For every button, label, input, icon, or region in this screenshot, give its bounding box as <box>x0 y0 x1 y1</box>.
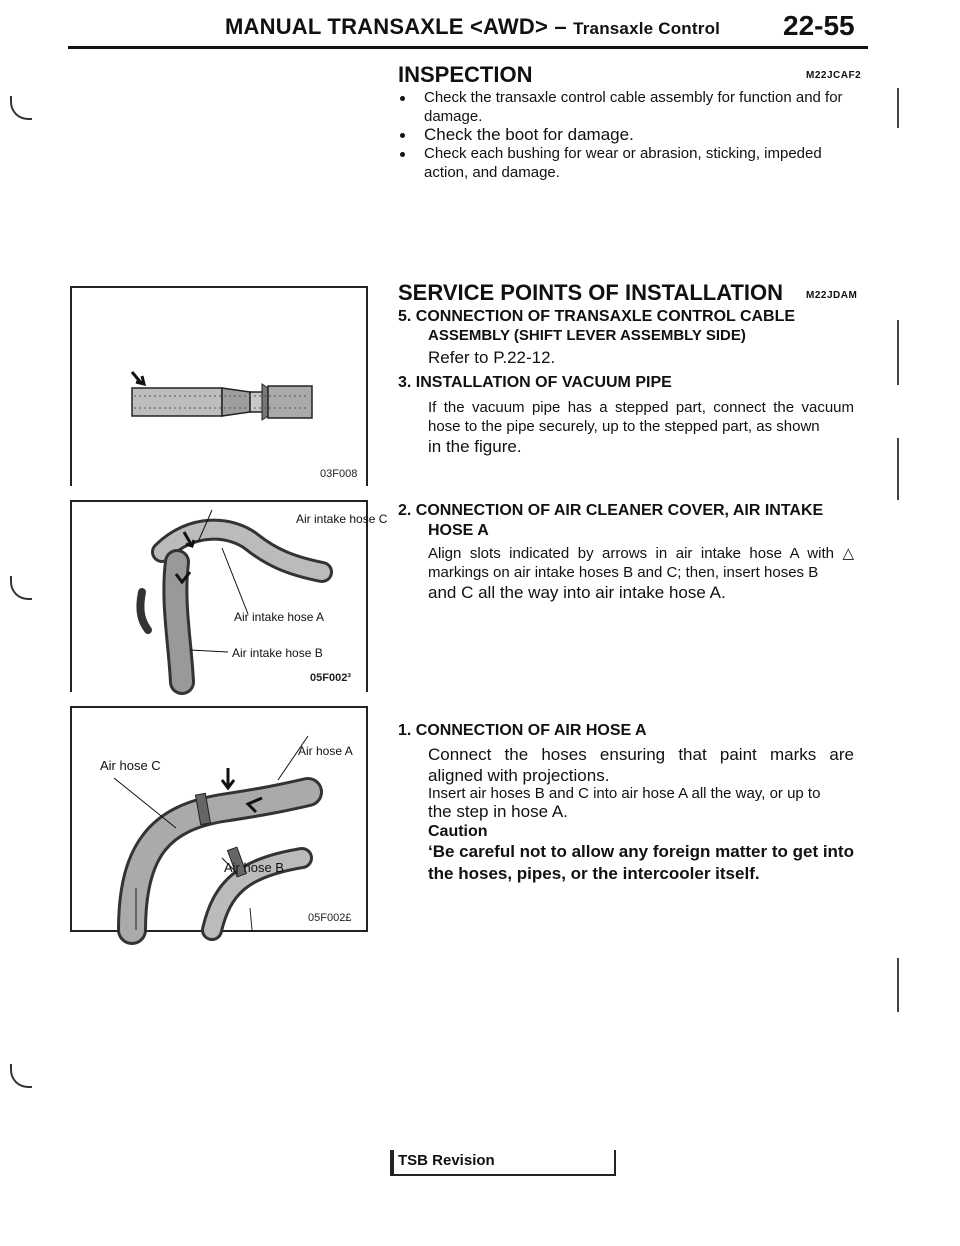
s3-heading: 3. INSTALLATION OF VACUUM PIPE <box>398 374 672 391</box>
s2-heading: 2. CONNECTION OF AIR CLEANER COVER, AIR INTAKE <box>398 502 824 519</box>
inspection-title: INSPECTION <box>398 62 533 87</box>
page-number: 22-55 <box>783 10 855 41</box>
s1-body-2: Insert air hoses B and C into air hose A all the way, or up to <box>428 785 821 802</box>
inspection-bullet-2 <box>424 125 854 144</box>
inspection-bullet-1 <box>424 88 854 126</box>
s3-body: If the vacuum pipe has a stepped part, connect the vacuum hose to the pipe securely, up to the stepped part, as shown <box>428 399 854 435</box>
s1-body-1: Connect the hoses ensuring that paint marks are aligned with projections. <box>428 745 854 785</box>
revision-bar <box>897 88 899 128</box>
label-air-hose-c: Air hose C <box>100 758 161 773</box>
s2-body-tail: and C all the way into air intake hose A. <box>428 583 726 602</box>
s5-ref: Refer to P.22-12. <box>428 348 556 367</box>
figure-code: 05F002£ <box>308 912 352 924</box>
figure-code: 03F008 <box>320 468 358 480</box>
revision-bar <box>897 438 899 500</box>
label-air-intake-hose-b: Air intake hose B <box>232 646 323 660</box>
bullet-text: Check the boot for damage. <box>424 125 634 144</box>
binder-mark <box>10 576 32 600</box>
label-air-intake-hose-c: Air intake hose C <box>296 512 388 526</box>
figure-vacuum-pipe <box>70 286 368 486</box>
s1-heading: 1. CONNECTION OF AIR HOSE A <box>398 722 647 739</box>
binder-mark <box>10 1064 32 1088</box>
air-intake-hose-illustration <box>72 502 388 692</box>
s1-body-2-tail: the step in hose A. <box>428 802 568 821</box>
tsb-bar <box>392 1150 394 1174</box>
label-air-hose-a: Air hose A <box>298 744 353 758</box>
label-air-intake-hose-a: Air intake hose A <box>234 610 325 624</box>
service-title: SERVICE POINTS OF INSTALLATION <box>398 280 784 305</box>
tsb-revision-box <box>390 1150 616 1176</box>
figure-air-intake-hoses <box>70 500 388 692</box>
inspection-bullet-3 <box>424 144 854 182</box>
caution-body: ‘Be careful not to allow any foreign matter to get into the hoses, pipes, or the intercooler itself. <box>428 842 854 883</box>
header-title-sub: Transaxle Control <box>573 19 721 38</box>
header-title-main: MANUAL TRANSAXLE <AWD> – <box>225 14 567 39</box>
s2-body: Align slots indicated by arrows in air intake hose A with △ markings on air intake hoses B and C; then, insert hoses B <box>428 545 854 581</box>
s5-heading: 5. CONNECTION OF TRANSAXLE CONTROL CABLE <box>398 308 796 325</box>
inspection-code: M22JCAF2 <box>806 70 862 81</box>
s5-heading-2: ASSEMBLY (SHIFT LEVER ASSEMBLY SIDE) <box>428 327 746 344</box>
s2-heading-2: HOSE A <box>428 522 489 539</box>
header-rule <box>68 46 868 49</box>
figure-code: 05F002³ <box>310 672 351 684</box>
bullet-dot <box>400 133 405 138</box>
air-hose-illustration <box>72 708 366 930</box>
service-code: M22JDAM <box>806 290 858 301</box>
bullet-text: Check the transaxle control cable assembly for function and for damage. <box>424 89 843 125</box>
vacuum-pipe-illustration <box>72 288 366 486</box>
tsb-revision-label: TSB Revision <box>398 1152 495 1169</box>
bullet-text: Check each bushing for wear or abrasion, sticking, impeded action, and damage. <box>424 145 822 181</box>
bullet-dot <box>400 152 405 157</box>
binder-mark <box>10 96 32 120</box>
revision-bar <box>897 958 899 1012</box>
figure-air-hoses <box>70 706 368 932</box>
label-air-hose-b: Air hose B <box>224 860 284 875</box>
caution-title: Caution <box>428 823 488 840</box>
revision-bar <box>897 320 899 385</box>
s3-body-tail: in the figure. <box>428 437 522 456</box>
header-title <box>225 14 720 40</box>
bullet-dot <box>400 96 405 101</box>
